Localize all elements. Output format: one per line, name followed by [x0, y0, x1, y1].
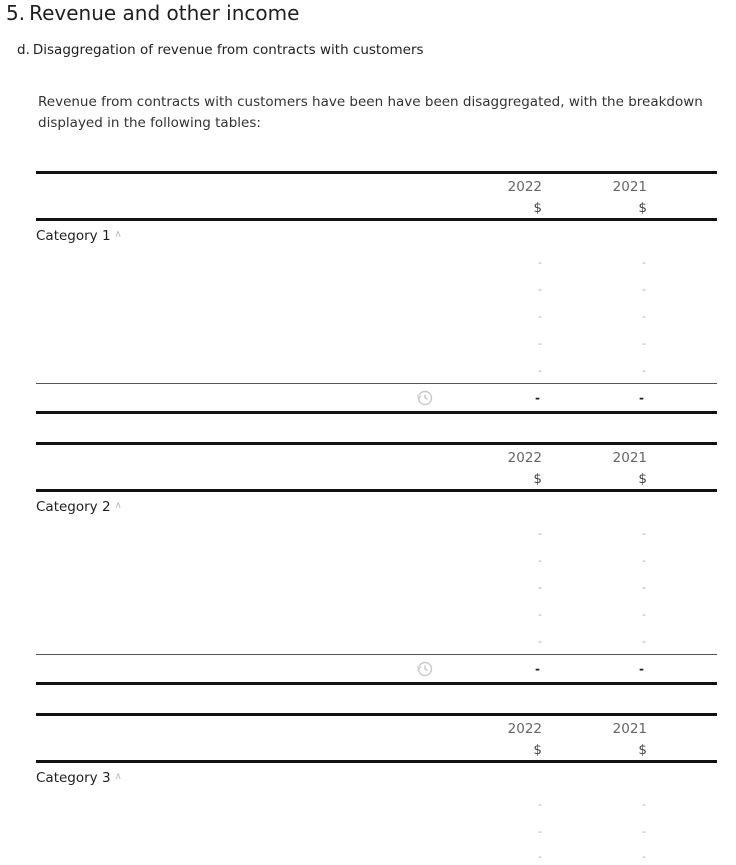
chevron-up-icon[interactable]: ∧ [114, 771, 122, 782]
total-top-rule [36, 654, 717, 655]
row-value: - [642, 825, 646, 838]
year-header-current: 2022 [507, 450, 542, 466]
row-value: - [538, 283, 542, 296]
table-top-rule [36, 442, 717, 445]
row-value: - [642, 798, 646, 811]
history-icon[interactable] [416, 389, 434, 407]
currency-header: $ [533, 200, 542, 216]
year-header-current: 2022 [507, 179, 542, 195]
category-name: Category 3 [36, 770, 111, 786]
row-value: - [538, 310, 542, 323]
row-value: - [538, 608, 542, 621]
row-value: - [538, 581, 542, 594]
history-icon[interactable] [416, 660, 434, 678]
total-top-rule [36, 383, 717, 384]
chevron-up-icon[interactable]: ∧ [114, 500, 122, 511]
year-header-prior: 2021 [612, 721, 647, 737]
category-name: Category 2 [36, 499, 111, 515]
total-value: - [639, 391, 644, 405]
row-value: - [538, 256, 542, 269]
total-bottom-rule [36, 682, 717, 685]
row-value: - [538, 850, 542, 863]
currency-header: $ [638, 742, 647, 758]
row-value: - [642, 850, 646, 863]
table-top-rule [36, 713, 717, 716]
chevron-up-icon[interactable]: ∧ [114, 229, 122, 240]
category-name: Category 1 [36, 228, 111, 244]
year-header-prior: 2021 [612, 179, 647, 195]
row-value: - [538, 635, 542, 648]
row-value: - [538, 527, 542, 540]
subsection-title: Disaggregation of revenue from contracts with customers [32, 42, 424, 58]
header-bottom-rule [36, 760, 717, 763]
total-value: - [535, 391, 540, 405]
row-value: - [642, 581, 646, 594]
row-value: - [538, 825, 542, 838]
row-value: - [642, 635, 646, 648]
row-value: - [642, 364, 646, 377]
total-value: - [535, 662, 540, 676]
row-value: - [642, 283, 646, 296]
row-value: - [538, 798, 542, 811]
header-bottom-rule [36, 218, 717, 221]
currency-header: $ [533, 471, 542, 487]
total-value: - [639, 662, 644, 676]
subsection-heading [17, 40, 424, 60]
row-value: - [538, 364, 542, 377]
row-value: - [642, 527, 646, 540]
total-bottom-rule [36, 411, 717, 414]
row-value: - [538, 337, 542, 350]
section-number: 5. [6, 1, 26, 25]
row-value: - [642, 608, 646, 621]
year-header-prior: 2021 [612, 450, 647, 466]
category-label[interactable] [36, 226, 122, 246]
intro-paragraph: Revenue from contracts with customers have been have been disaggregated, with the breakdown displayed in the following tables: [38, 94, 703, 131]
category-label[interactable] [36, 768, 122, 788]
currency-header: $ [533, 742, 542, 758]
row-value: - [642, 337, 646, 350]
currency-header: $ [638, 471, 647, 487]
year-header-current: 2022 [507, 721, 542, 737]
section-title: Revenue and other income [29, 1, 300, 25]
row-value: - [538, 554, 542, 567]
section-heading [6, 0, 299, 26]
row-value: - [642, 554, 646, 567]
header-bottom-rule [36, 489, 717, 492]
subsection-number: d. [17, 42, 30, 58]
row-value: - [642, 310, 646, 323]
table-top-rule [36, 171, 717, 174]
category-label[interactable] [36, 497, 122, 517]
row-value: - [642, 256, 646, 269]
currency-header: $ [638, 200, 647, 216]
